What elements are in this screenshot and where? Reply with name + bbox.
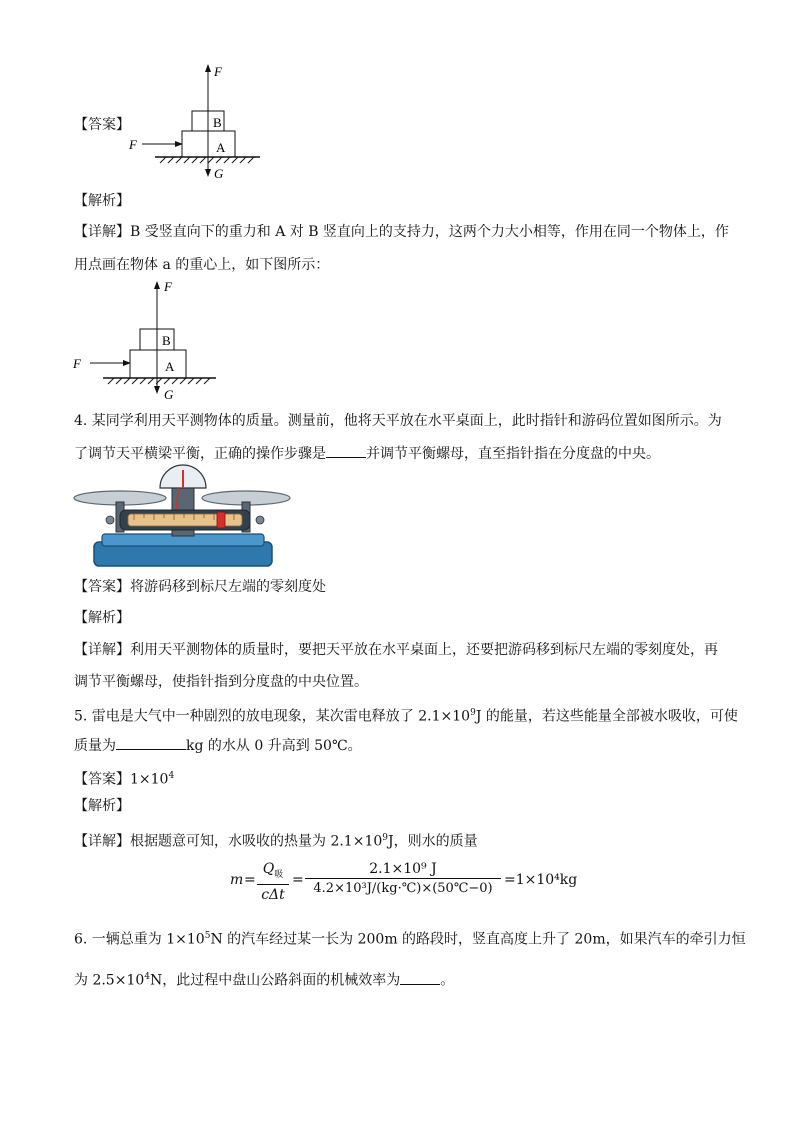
label-F-left-2: F	[73, 356, 81, 371]
label-F-top-2: F	[164, 279, 172, 294]
q5-line2: 质量为 kg 的水从 0 升高到 50℃。	[74, 735, 362, 756]
force-diagram-1	[120, 60, 280, 185]
label-F-top: F	[214, 64, 222, 79]
analysis-tag: 【解析】	[74, 193, 130, 209]
q3-detail-line1: 【详解】B 受竖直向下的重力和 A 对 B 竖直向上的支持力，这两个力大小相等，作用在同一个物体上，作	[74, 224, 729, 240]
q5-answer: 【答案】$1\times 10^4$	[74, 771, 175, 788]
q6-line1: 6. 一辆总重为 $1\times 10^5N$ 的汽车经过某一长为 200m 的路段时，竖直高度上升了 20m，如果汽车的牵引力恒	[74, 931, 746, 948]
label-G-2: G	[164, 387, 174, 402]
q5-line1: 5. 雷电是大气中一种剧烈的放电现象，某次雷电释放了 $2.1\times 10^9J$ 的能量，若这些能量全部被水吸收，可使	[74, 708, 738, 725]
label-F-left: F	[129, 137, 137, 152]
label-A: A	[216, 140, 226, 155]
q5-analysis-tag: 【解析】	[74, 798, 130, 814]
mass-formula: m = $Q_吸$ cΔt = 2.1×10⁹ J 4.2×10³J/(kg·℃)×(50℃−0) =1×10⁴kg	[230, 861, 578, 903]
q5-detail: 【详解】根据题意可知，水吸收的热量为 $2.1\times 10^9J$，则水的质量	[74, 833, 478, 850]
q6-line2: 为 $2.5\times 10^4N$，此过程中盘山公路斜面的机械效率为 。	[74, 967, 454, 991]
label-G: G	[214, 166, 224, 181]
q4-detail1: 【详解】利用天平测物体的质量时，要把天平放在水平桌面上，还要把游码移到标尺左端的零刻度处，再	[74, 642, 718, 658]
q4-analysis-tag: 【解析】	[74, 610, 130, 626]
balance-scale-image	[72, 462, 292, 570]
q3-detail-line2: 用点画在物体 a 的重心上，如下图所示：	[74, 257, 330, 273]
label-B: B	[213, 115, 222, 130]
force-diagram-2	[68, 277, 228, 402]
answer-tag: 【答案】	[74, 117, 130, 133]
label-A-2: A	[165, 359, 175, 374]
q4-line2: 了调节天平横梁平衡，正确的操作步骤是 并调节平衡螺母，直至指针指在分度盘的中央。	[74, 443, 660, 464]
q4-detail2: 调节平衡螺母，使指针指到分度盘的中央位置。	[74, 674, 368, 690]
q4-answer: 【答案】将游码移到标尺左端的零刻度处	[74, 579, 326, 595]
q4-line1: 4. 某同学利用天平测物体的质量。测量前，他将天平放在水平桌面上，此时指针和游码位置如图所示。为	[74, 413, 722, 429]
label-B-2: B	[162, 333, 171, 348]
